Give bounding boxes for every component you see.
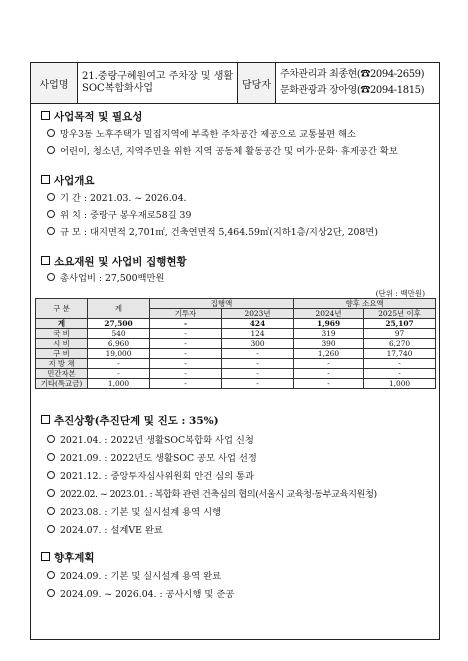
circle-bullet-icon	[47, 489, 55, 497]
table-cell: 계	[36, 319, 88, 329]
table-cell: 1,000	[88, 379, 150, 389]
table-cell: 1,969	[294, 319, 364, 329]
table-cell: 구 비	[36, 349, 88, 359]
table-cell: -	[294, 369, 364, 379]
table-cell: -	[88, 369, 150, 379]
table-header-future: 향후 소요액	[294, 299, 436, 309]
progress-item: 2021.04. : 2022년 생활SOC복합화 사업 신청	[47, 432, 254, 446]
table-cell: -	[150, 329, 222, 339]
table-row	[36, 329, 436, 339]
table-header-gubun: 구 분	[36, 299, 88, 319]
table-header-total: 계	[88, 299, 150, 319]
circle-bullet-icon	[47, 193, 55, 201]
project-label: 사업명	[31, 63, 78, 103]
contact-label: 담당자	[238, 63, 276, 103]
circle-bullet-icon	[47, 129, 55, 137]
table-cell: -	[150, 359, 222, 369]
contact-culture: 문화관광과 장아영(☎2094-1815)	[280, 85, 425, 96]
table-subheader: 2023년	[222, 309, 294, 319]
section-title-plan: 향후계획	[41, 550, 95, 565]
table-subheader: 2024년	[294, 309, 364, 319]
table-cell: 27,500	[88, 319, 150, 329]
circle-bullet-icon	[47, 571, 55, 579]
progress-item: 2024.07. : 설계VE 완료	[47, 522, 163, 536]
table-cell: 지 방 채	[36, 359, 88, 369]
section-title-funding: 소요재원 및 사업비 집행현황	[41, 254, 187, 269]
square-bullet-icon	[41, 175, 50, 184]
circle-bullet-icon	[47, 210, 55, 218]
table-cell: -	[150, 379, 222, 389]
table-row	[36, 369, 436, 379]
table-cell: 1,260	[294, 349, 364, 359]
funding-table	[35, 298, 436, 389]
section-title-progress: 추진상황(추진단계 및 진도 : 35%)	[41, 413, 219, 428]
table-cell: -	[88, 359, 150, 369]
table-cell: -	[222, 379, 294, 389]
table-header-row	[36, 299, 436, 309]
table-cell: 기타(특교금)	[36, 379, 88, 389]
table-subheader: 기투자	[150, 309, 222, 319]
square-bullet-icon	[41, 415, 50, 424]
table-cell: 300	[222, 339, 294, 349]
progress-item: 2021.12. : 중앙투자심사위원회 안건 심의 통과	[47, 468, 254, 482]
table-cell: -	[294, 359, 364, 369]
table-cell: -	[294, 379, 364, 389]
table-cell: 시 비	[36, 339, 88, 349]
table-cell: 17,740	[364, 349, 436, 359]
table-cell: -	[150, 339, 222, 349]
progress-item: 2023.08. : 기본 및 실시설계 용역 시행	[47, 504, 221, 518]
table-cell: 국 비	[36, 329, 88, 339]
table-cell: 124	[222, 329, 294, 339]
table-cell: -	[364, 369, 436, 379]
table-row	[36, 359, 436, 369]
circle-bullet-icon	[47, 453, 55, 461]
table-header-executed: 집행액	[150, 299, 294, 309]
table-cell: 319	[294, 329, 364, 339]
table-cell: 민간자본	[36, 369, 88, 379]
table-cell: -	[150, 369, 222, 379]
table-row	[36, 339, 436, 349]
section-title-purpose: 사업목적 및 필요성	[41, 109, 142, 124]
purpose-item: 어린이, 청소년, 지역주민을 위한 지역 공동체 활동공간 및 여가·문화· 휴게공간 확보	[47, 143, 398, 157]
funding-item: 총사업비 : 27,500백만원	[47, 270, 164, 284]
contact-list	[276, 63, 439, 103]
project-name: 21.중랑구혜원여고 주차장 및 생활SOC복합화사업	[78, 63, 238, 103]
table-row	[36, 349, 436, 359]
table-cell: 1,000	[364, 379, 436, 389]
circle-bullet-icon	[47, 525, 55, 533]
table-row	[36, 379, 436, 389]
circle-bullet-icon	[47, 471, 55, 479]
purpose-item: 망우3동 노후주택가 밀집지역에 부족한 주차공간 제공으로 교통불편 해소	[47, 126, 356, 140]
circle-bullet-icon	[47, 589, 55, 597]
overview-item: 위 치 : 중랑구 봉우재로58길 39	[47, 207, 191, 221]
document-page	[30, 62, 440, 640]
section-title-overview: 사업개요	[41, 173, 95, 188]
table-cell: -	[222, 349, 294, 359]
progress-item: 2021.09. : 2022년도 생활SOC 공모 사업 선정	[47, 450, 257, 464]
overview-item: 규 모 : 대지면적 2,701㎡, 건축연면적 5,464.59㎡(지하1층/지상2단, 208면)	[47, 224, 378, 238]
table-cell: 25,107	[364, 319, 436, 329]
circle-bullet-icon	[47, 273, 55, 281]
table-cell: 390	[294, 339, 364, 349]
contact-parking: 주차관리과 최종현(☎2094-2659)	[280, 69, 425, 80]
plan-item: 2024.09. : 기본 및 실시설계 용역 완료	[47, 568, 221, 582]
table-cell: -	[222, 359, 294, 369]
table-cell: -	[150, 349, 222, 359]
table-row	[36, 319, 436, 329]
table-cell: -	[150, 319, 222, 329]
table-cell: 6,270	[364, 339, 436, 349]
header-table	[31, 63, 439, 104]
overview-item: 기 간 : 2021.03. ~ 2026.04.	[47, 190, 186, 204]
table-cell: -	[364, 359, 436, 369]
unit-note: (단위 : 백만원)	[375, 289, 425, 298]
progress-item: 2022.02. ~ 2023.01. : 복합화 관련 건축심의 협의(서울시 교육청·동부교육지원청)	[47, 486, 377, 500]
plan-item: 2024.09. ~ 2026.04. : 공사시행 및 준공	[47, 586, 234, 600]
square-bullet-icon	[41, 552, 50, 561]
circle-bullet-icon	[47, 146, 55, 154]
table-cell: -	[222, 369, 294, 379]
table-cell: 540	[88, 329, 150, 339]
square-bullet-icon	[41, 111, 50, 120]
table-subheader: 2025년 이후	[364, 309, 436, 319]
table-cell: 97	[364, 329, 436, 339]
table-cell: 424	[222, 319, 294, 329]
circle-bullet-icon	[47, 435, 55, 443]
circle-bullet-icon	[47, 507, 55, 515]
table-cell: 6,960	[88, 339, 150, 349]
table-cell: 19,000	[88, 349, 150, 359]
circle-bullet-icon	[47, 227, 55, 235]
square-bullet-icon	[41, 256, 50, 265]
